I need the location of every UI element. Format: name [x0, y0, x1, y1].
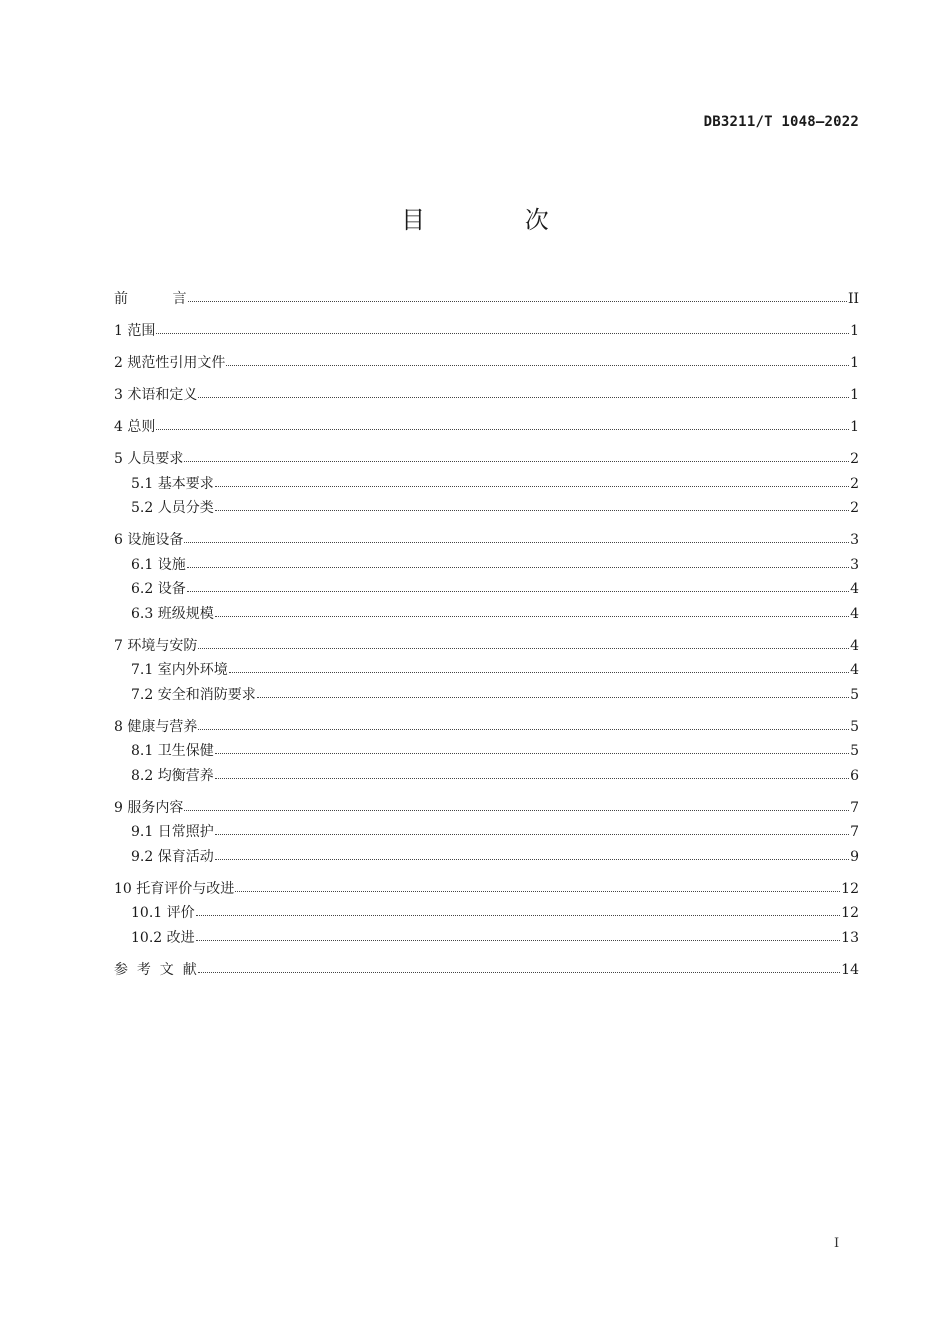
- toc-entry-label: 10 托育评价与改进: [114, 880, 235, 897]
- toc-entry[interactable]: [114, 845, 859, 870]
- toc-entry-page: 4: [850, 662, 859, 678]
- toc-leader-dots: [198, 647, 849, 649]
- toc-entry[interactable]: [114, 447, 859, 472]
- toc-entry-page: 14: [841, 961, 859, 978]
- toc-entry-page: 12: [841, 880, 859, 897]
- toc-entry-page: 3: [850, 556, 859, 573]
- toc-entry-label: 7.2 安全和消防要求: [131, 686, 256, 703]
- toc-entry[interactable]: [114, 683, 859, 708]
- toc-leader-dots: [156, 428, 849, 430]
- toc-entry-page: 2: [850, 500, 859, 516]
- toc-leader-dots: [235, 890, 840, 892]
- toc-leader-dots: [198, 396, 849, 398]
- toc-entry-label: 7 环境与安防: [114, 637, 198, 654]
- toc-entry-label: 6.2 设备: [131, 581, 186, 597]
- toc-leader-dots: [215, 858, 849, 860]
- toc-entry-label: 6 设施设备: [114, 532, 184, 548]
- toc-leader-dots: [187, 590, 849, 592]
- toc-leader-dots: [215, 615, 849, 617]
- toc-entry-page: 4: [850, 581, 859, 597]
- toc-leader-dots: [188, 300, 847, 302]
- toc-entry-label: 8.2 均衡营养: [131, 767, 214, 784]
- toc-entry-label: 4 总则: [114, 419, 156, 435]
- toc-entry-page: 1: [850, 323, 859, 339]
- toc-entry-label: 9 服务内容: [114, 799, 184, 816]
- toc-leader-dots: [226, 364, 849, 366]
- document-code: DB3211/T 1048—2022: [703, 114, 859, 130]
- toc-entry-label: 7.1 室内外环境: [131, 662, 228, 678]
- toc-entry[interactable]: [114, 739, 859, 764]
- toc-entry[interactable]: [114, 764, 859, 789]
- toc-entry-page: 9: [850, 848, 859, 865]
- toc-entry-page: 5: [850, 686, 859, 703]
- toc-leader-dots: [184, 460, 849, 462]
- toc-leader-dots: [215, 777, 849, 779]
- toc-entry-page: 5: [850, 718, 859, 735]
- toc-entry[interactable]: [114, 351, 859, 376]
- toc-entry[interactable]: [114, 472, 859, 497]
- toc-entry[interactable]: [114, 634, 859, 659]
- toc-entry-label: 参 考 文 献: [114, 961, 197, 978]
- toc-entry-page: 1: [850, 355, 859, 371]
- toc-leader-dots: [196, 914, 841, 916]
- toc-entry-label: 6.3 班级规模: [131, 605, 214, 622]
- toc-entry[interactable]: [114, 553, 859, 578]
- toc-entry-page: 2: [850, 475, 859, 492]
- toc-leader-dots: [215, 752, 849, 754]
- toc-entry-label: 8 健康与营养: [114, 718, 198, 735]
- toc-entry-page: 6: [850, 767, 859, 784]
- toc-entry-page: 1: [850, 387, 859, 403]
- toc-entry-label: 3 术语和定义: [114, 387, 198, 403]
- toc-entry[interactable]: [114, 926, 859, 951]
- toc-entry[interactable]: [114, 383, 859, 408]
- table-of-contents: [114, 287, 859, 982]
- toc-entry[interactable]: [114, 820, 859, 845]
- toc-entry[interactable]: [114, 287, 859, 312]
- toc-leader-dots: [184, 541, 849, 543]
- toc-entry-label: 前 言: [114, 291, 187, 307]
- toc-entry[interactable]: [114, 796, 859, 821]
- toc-leader-dots: [184, 809, 849, 811]
- toc-entry-label: 5 人员要求: [114, 451, 184, 467]
- toc-entry-page: 13: [841, 929, 859, 946]
- toc-entry-label: 5.2 人员分类: [131, 500, 214, 516]
- toc-entry-label: 10.2 改进: [131, 929, 195, 946]
- toc-entry[interactable]: [114, 901, 859, 926]
- toc-entry-page: 2: [850, 451, 859, 467]
- toc-entry-page: 1: [850, 419, 859, 435]
- page-number: I: [834, 1236, 840, 1251]
- toc-entry[interactable]: [114, 715, 859, 740]
- toc-entry-page: 7: [850, 824, 859, 840]
- toc-leader-dots: [198, 728, 849, 730]
- toc-entry[interactable]: [114, 496, 859, 521]
- toc-entry-label: 1 范围: [114, 323, 156, 339]
- toc-leader-dots: [215, 833, 849, 835]
- toc-entry-page: 3: [850, 532, 859, 548]
- toc-leader-dots: [196, 939, 841, 941]
- toc-entry-label: 10.1 评价: [131, 905, 195, 921]
- toc-entry-label: 2 规范性引用文件: [114, 355, 226, 371]
- toc-entry-label: 8.1 卫生保健: [131, 743, 214, 759]
- toc-entry-label: 6.1 设施: [131, 556, 186, 573]
- toc-leader-dots: [215, 485, 849, 487]
- toc-entry[interactable]: [114, 877, 859, 902]
- toc-leader-dots: [156, 332, 849, 334]
- toc-entry[interactable]: [114, 528, 859, 553]
- toc-entry[interactable]: [114, 577, 859, 602]
- toc-entry-page: 7: [850, 799, 859, 816]
- toc-leader-dots: [187, 566, 849, 568]
- toc-entry-page: 12: [841, 905, 859, 921]
- toc-entry[interactable]: [114, 319, 859, 344]
- toc-entry-page: 4: [850, 605, 859, 622]
- toc-entry[interactable]: [114, 415, 859, 440]
- toc-entry-label: 5.1 基本要求: [131, 475, 214, 492]
- toc-entry-page: 4: [850, 637, 859, 654]
- toc-leader-dots: [229, 671, 849, 673]
- toc-entry-page: II: [847, 291, 859, 307]
- toc-leader-dots: [215, 509, 849, 511]
- toc-leader-dots: [198, 971, 840, 973]
- toc-entry-label: 9.1 日常照护: [131, 824, 214, 840]
- toc-entry[interactable]: [114, 658, 859, 683]
- toc-leader-dots: [257, 696, 849, 698]
- toc-entry-page: 5: [850, 743, 859, 759]
- toc-title: 目 次: [401, 206, 595, 234]
- toc-entry[interactable]: [114, 958, 859, 983]
- toc-entry-label: 9.2 保育活动: [131, 848, 214, 865]
- toc-entry[interactable]: [114, 602, 859, 627]
